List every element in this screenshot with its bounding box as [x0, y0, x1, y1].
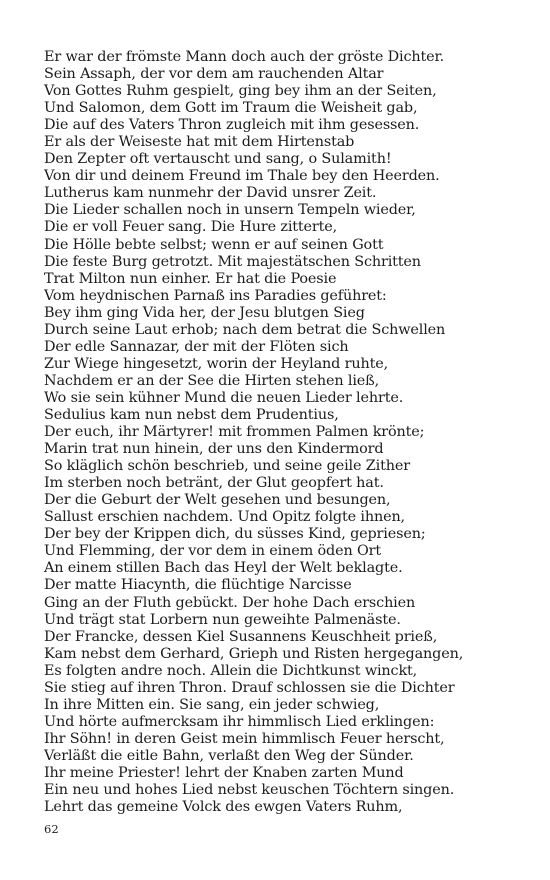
verse-line: Es folgten andre noch. Allein die Dichtkunst winckt, — [44, 662, 418, 679]
verse-line: Und trägt stat Lorbern nun geweihte Palmenäste. — [44, 611, 401, 628]
verse-line: Der matte Hiacynth, die flüchtige Narcisse — [44, 577, 352, 594]
verse-line: Von Gottes Ruhm gespielt, ging bey ihm an der Seiten, — [44, 83, 437, 100]
page-number: 62 — [44, 822, 59, 836]
verse-line: Die Hölle bebte selbst; wenn er auf seinen Gott — [44, 236, 384, 253]
verse-line: Trat Milton nun einher. Er hat die Poesie — [44, 270, 337, 287]
verse-line: Durch seine Laut erhob; nach dem betrat die Schwellen — [44, 321, 446, 338]
verse-line: Und Flemming, der vor dem in einem öden Ort — [44, 543, 382, 560]
verse-line: Ihr meine Priester! lehrt der Knaben zarten Mund — [44, 764, 404, 781]
verse-line: Die feste Burg getrotzt. Mit majestätschen Schritten — [44, 253, 421, 270]
poem-text — [44, 49, 524, 816]
verse-line: Und Salomon, dem Gott im Traum die Weisheit gab, — [44, 100, 418, 117]
verse-line: Ihr Söhn! in deren Geist mein himmlisch Feuer herscht, — [44, 730, 445, 747]
verse-line: Sedulius kam nun nebst dem Prudentius, — [44, 406, 339, 423]
verse-line: Die Lieder schallen noch in unsern Tempeln wieder, — [44, 202, 416, 219]
verse-line: Er war der frömste Mann doch auch der gröste Dichter. — [44, 49, 445, 65]
verse-line: Sie stieg auf ihren Thron. Drauf schlossen sie die Dichter — [44, 679, 455, 696]
verse-line: Der bey der Krippen dich, du süsses Kind, gepriesen; — [44, 526, 426, 543]
verse-line: Nachdem er an der See die Hirten stehen ließ, — [44, 372, 380, 389]
verse-line: Der euch, ihr Märtyrer! mit frommen Palmen krönte; — [44, 424, 425, 441]
verse-line: Der die Geburt der Welt gesehen und besungen, — [44, 492, 391, 509]
verse-line: An einem stillen Bach das Heyl der Welt beklagte. — [44, 560, 403, 577]
verse-line: Von dir und deinem Freund im Thale bey den Heerden. — [44, 168, 440, 185]
verse-line: Den Zepter oft vertauscht und sang, o Sulamith! — [44, 151, 392, 168]
verse-line: Bey ihm ging Vida her, der Jesu blutgen Sieg — [44, 304, 365, 321]
verse-line: Sallust erschien nachdem. Und Opitz folgte ihnen, — [44, 509, 405, 526]
verse-line: Der Francke, dessen Kiel Susannens Keuschheit prieß, — [44, 628, 438, 645]
verse-line: Lehrt das gemeine Volck des ewgen Vaters Ruhm, — [44, 799, 403, 816]
verse-line: Wo sie sein kühner Mund die neuen Lieder lehrte. — [44, 389, 404, 406]
verse-line: Die auf des Vaters Thron zugleich mit ihm gesessen. — [44, 117, 420, 134]
verse-line: Die er voll Feuer sang. Die Hure zitterte, — [44, 219, 338, 236]
verse-line: Und hörte aufmercksam ihr himmlisch Lied erklingen: — [44, 713, 435, 730]
verse-line: In ihre Mitten ein. Sie sang, ein jeder schwieg, — [44, 696, 380, 713]
verse-line: Zur Wiege hingesetzt, worin der Heyland ruhte, — [44, 355, 389, 372]
verse-line: Vom heydnischen Parnaß ins Paradies geführet: — [44, 287, 387, 304]
verse-line: Kam nebst dem Gerhard, Grieph und Risten hergegangen, — [44, 645, 464, 662]
verse-line: Ein neu und hohes Lied nebst keuschen Töchtern singen. — [44, 782, 455, 799]
verse-line: Lutherus kam nunmehr der David unsrer Zeit. — [44, 185, 377, 202]
verse-line: Ging an der Fluth gebückt. Der hohe Dach erschien — [44, 594, 416, 611]
verse-line: So kläglich schön beschrieb, und seine geile Zither — [44, 458, 410, 475]
verse-line: Verläßt die eitle Bahn, verlaßt den Weg der Sünder. — [44, 747, 414, 764]
verse-line: Im sterben noch betränt, der Glut geopfert hat. — [44, 475, 384, 492]
verse-line: Sein Assaph, der vor dem am rauchenden Altar — [44, 66, 384, 83]
verse-line: Der edle Sannazar, der mit der Flöten sich — [44, 338, 349, 355]
verse-line: Er als der Weiseste hat mit dem Hirtenstab — [44, 134, 355, 151]
verse-line: Marin trat nun hinein, der uns den Kindermord — [44, 441, 384, 458]
